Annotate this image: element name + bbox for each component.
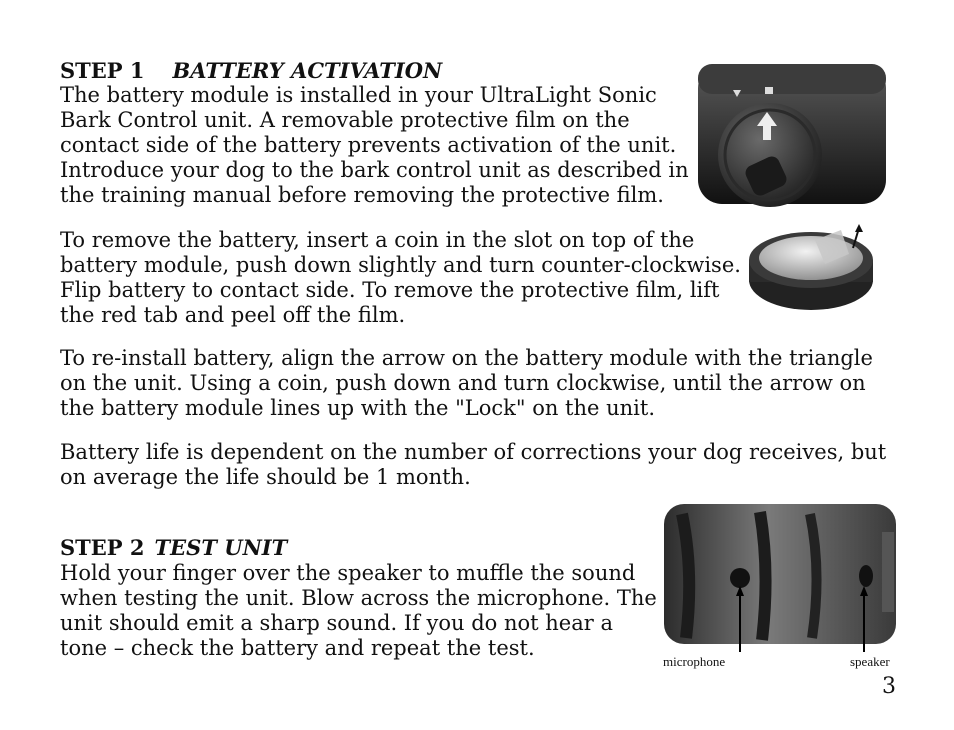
step1-paragraph-1: The battery module is installed in your UltraLight Sonic Bark Control unit. A removable protective film on the contact side of the battery prevents activation of the unit. Introduce your dog to the bark control unit as described in the training manual before removing the protective film. <box>60 83 689 207</box>
step1-title: BATTERY ACTIVATION <box>172 58 443 83</box>
step1-label: STEP 1 <box>60 58 145 83</box>
step1-heading <box>60 58 442 83</box>
step1-paragraph-2: To remove the battery, insert a coin in the slot on top of the battery module, push down slightly and turn counter-clockwise. Flip battery to contact side. To remove the protective film, lift the red tab and peel off the film. <box>60 228 741 327</box>
unit-side-view-photo <box>660 502 900 652</box>
page-number: 3 <box>882 674 896 699</box>
caption-speaker: speaker <box>850 654 890 669</box>
step2-paragraph-1: Hold your finger over the speaker to muffle the sound when testing the unit. Blow across the microphone. The unit should emit a sharp sound. If you do not hear a tone – check the battery and repeat the test. <box>60 561 657 660</box>
caption-microphone: microphone <box>663 654 726 669</box>
step2-label: STEP 2 <box>60 535 145 560</box>
battery-module-photo <box>745 218 880 314</box>
step1-paragraph-3: To re-install battery, align the arrow on the battery module with the triangle on the unit. Using a coin, push down and turn clockwise, until the arrow on the battery module lines up with the "Lock" on the unit. <box>60 346 873 420</box>
bark-control-unit-photo <box>695 60 890 208</box>
step2-heading <box>60 535 287 560</box>
step1-paragraph-4: Battery life is dependent on the number of corrections your dog receives, but on average the life should be 1 month. <box>60 440 887 489</box>
step2-title: TEST UNIT <box>154 535 288 560</box>
